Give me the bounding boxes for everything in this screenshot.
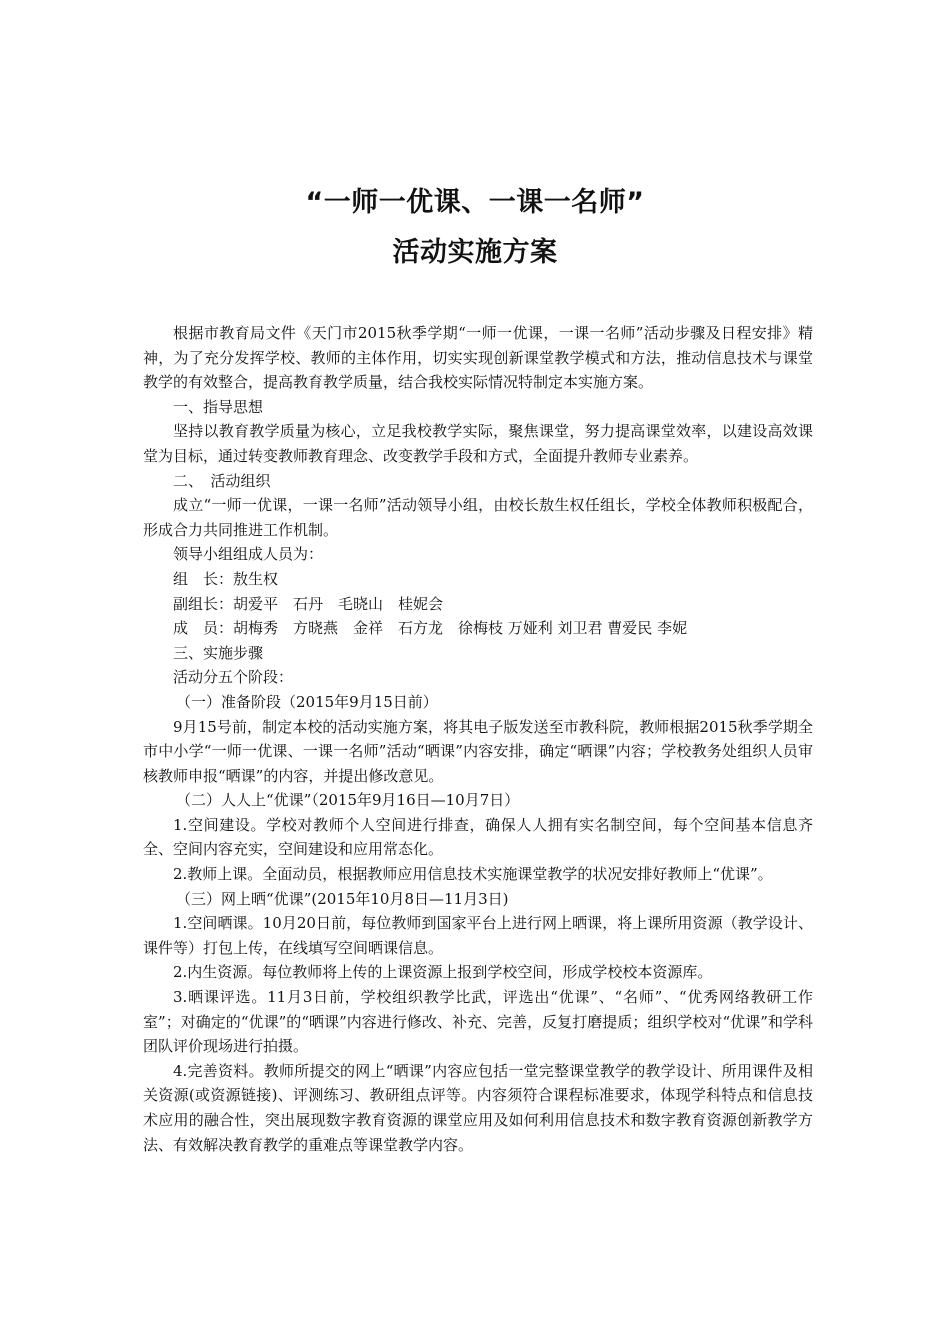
- intro-paragraph: 根据市教育局文件《天门市2015秋季学期“一师一优课，一课一名师”活动步骤及日程安排》精神，为了充分发挥学校、教师的主体作用，切实实现创新课堂教学模式和方法，推动信息技术与课堂教学的有效整合，提高教育教学质量，结合我校实际情况特制定本实施方案。: [143, 324, 813, 392]
- leadership-intro: 领导小组组成人员为：: [173, 545, 324, 564]
- section-heading-steps: 三、实施步骤: [173, 643, 264, 662]
- stage-1-heading: （一）准备阶段（2015年9月15日前）: [176, 692, 438, 711]
- deputy-leaders-line: 副组长：胡爱平 石丹 毛晓山 桂妮会: [173, 594, 444, 613]
- document-title: [0, 178, 950, 278]
- stage-3-item-3: 3.晒课评选。11月3日前，学校组织教学比武，评选出“优课”、“名师”、“优秀网络教研工作室”；对确定的“优课”的“晒课”内容进行修改、补充、完善，反复打磨提质；组织学校对“优课”和学科团队评价现场进行拍摄。: [143, 988, 813, 1056]
- organization-paragraph: 成立“一师一优课，一课一名师”活动领导小组，由校长敖生权任组长，学校全体教师积极配合，形成合力共同推进工作机制。: [143, 496, 813, 539]
- stages-intro: 活动分五个阶段：: [173, 668, 294, 687]
- leader-line: 组 长：敖生权: [173, 569, 279, 588]
- stage-3-item-4: 4.完善资料。教师所提交的网上“晒课”内容应包括一堂完整课堂教学的教学设计、所用课件及相关资源(或资源链接)、评测练习、教研组点评等。内容须符合课程标准要求，体现学科特点和信息技术应用的融合性，突出展现数字教育资源的课堂应用及如何利用信息技术和数字教育资源创新教学方法、有效解决教育教学的重难点等课堂教学内容。: [143, 1061, 813, 1154]
- stage-3-item-1: 1.空间晒课。10月20日前，每位教师到国家平台上进行网上晒课，将上课所用资源（教学设计、课件等）打包上传，在线填写空间晒课信息。: [143, 914, 813, 957]
- members-line: 成 员：胡梅秀 方晓燕 金祥 石方龙 徐梅枝 万娅利 刘卫君 曹爱民 李妮: [173, 619, 688, 638]
- stage-3-heading: （三）网上晒“优课”(2015年10月8日—11月3日): [176, 889, 509, 908]
- title-line-2: 活动实施方案: [392, 237, 558, 268]
- title-line-1: “一师一优课、一课一名师”: [305, 187, 645, 218]
- stage-1-paragraph: 9月15号前，制定本校的活动实施方案，将其电子版发送至市教科院，教师根据2015秋季学期全市中小学“一师一优课、一课一名师”活动“晒课”内容安排，确定“晒课”内容；学校教务处组织人员审核教师申报“晒课”的内容，并提出修改意见。: [143, 717, 813, 785]
- stage-2-heading: （二）人人上“优课”（2015年9月16日—10月7日）: [176, 791, 520, 810]
- document-body: [143, 321, 813, 1157]
- stage-2-item-1: 1.空间建设。学校对教师个人空间进行排查，确保人人拥有实名制空间，每个空间基本信息齐全、空间内容充实，空间建设和应用常态化。: [143, 815, 813, 859]
- stage-2-item-2: 2.教师上课。全面动员，根据教师应用信息技术实施课堂教学的状况安排好教师上“优课”。: [173, 865, 773, 884]
- stage-3-item-2: 2.内生资源。每位教师将上传的上课资源上报到学校空间，形成学校校本资源库。: [173, 963, 713, 982]
- section-heading-guiding-idea: 一、指导思想: [173, 397, 264, 416]
- section-heading-organization: 二、 活动组织: [173, 471, 271, 490]
- guiding-idea-paragraph: 坚持以教育教学质量为核心，立足我校教学实际，聚焦课堂，努力提高课堂效率，以建设高效课堂为目标，通过转变教师教育理念、改变教学手段和方式，全面提升教师专业素养。: [143, 422, 813, 465]
